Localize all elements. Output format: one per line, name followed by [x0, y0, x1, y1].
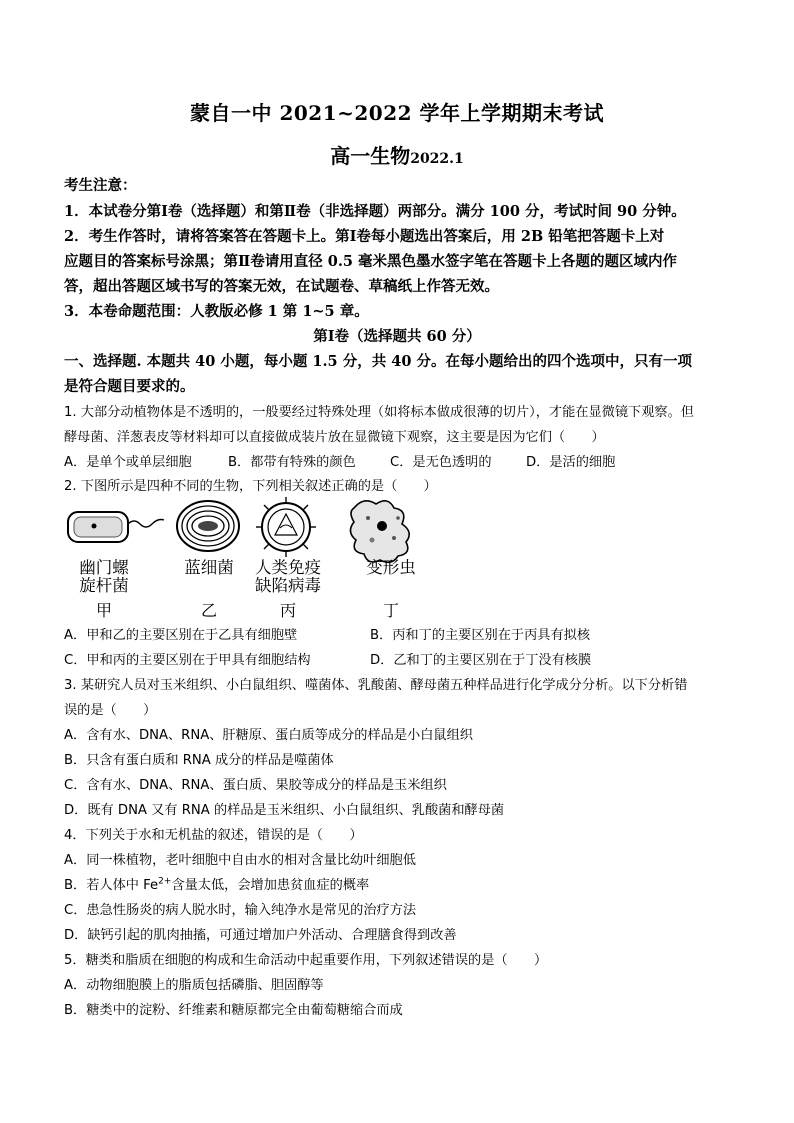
- q4-option-b: [64, 874, 369, 893]
- q1-stem-1: 1. 大部分动植物体是不透明的，一般要经过特殊处理（如将标本做成很薄的切片），才能在显微镜下观察。但: [64, 405, 694, 420]
- organism-ding-name-1: 变形虫: [366, 558, 416, 577]
- q2-stem: 2. 下图所示是四种不同的生物，下列相关叙述正确的是（ ）: [64, 479, 437, 494]
- q3-option-b: B．只含有蛋白质和 RNA 成分的样品是噬菌体: [64, 753, 334, 768]
- cyanobacterium-drawing: [177, 501, 239, 551]
- q3-option-c: C．含有水、DNA、RNA、蛋白质、果胶等成分的样品是玉米组织: [64, 778, 447, 793]
- q4-option-a: A．同一株植物，老叶细胞中自由水的相对含量比幼叶细胞低: [64, 853, 416, 868]
- notice-line-4: 答，超出答题区域书写的答案无效，在试题卷、草稿纸上作答无效。: [64, 278, 499, 295]
- amoeba-drawing: [350, 501, 409, 562]
- q3-stem-1: 3. 某研究人员对玉米组织、小白鼠组织、噬菌体、乳酸菌、酵母菌五种样品进行化学成分分析。以下分析错: [64, 678, 688, 693]
- part1-heading: 第Ⅰ卷（选择题共 60 分）: [313, 328, 481, 345]
- q1-option-a: A．是单个或单层细胞: [64, 455, 192, 470]
- q4-option-d: D．缺钙引起的肌肉抽搐，可通过增加户外活动、合理膳食得到改善: [64, 928, 457, 943]
- organism-ding-name: [356, 559, 426, 577]
- organism-ding-tag: 丁: [382, 601, 399, 620]
- q3-option-a: A．含有水、DNA、RNA、肝糖原、蛋白质等成分的样品是小白鼠组织: [64, 728, 473, 743]
- organism-jia-name-2: 旋杆菌: [79, 576, 129, 595]
- organism-bing-tag: 丙: [279, 601, 296, 620]
- notice-line-3: 应题目的答案标号涂黑；第Ⅱ卷请用直径 0.5 毫米黑色墨水签字笔在答题卡上各题的题区域内作: [64, 253, 678, 270]
- q2-option-b: B．丙和丁的主要区别在于丙具有拟核: [370, 628, 591, 643]
- q3-stem-2: 误的是（ ）: [64, 703, 157, 718]
- exam-date: 2022.1: [410, 151, 464, 167]
- q4-option-b-tail: 含量太低，会增加患贫血症的概率: [171, 878, 370, 893]
- q4-stem: 4．下列关于水和无机盐的叙述，错误的是（ ）: [64, 828, 363, 843]
- q5-option-a: A．动物细胞膜上的脂质包括磷脂、胆固醇等: [64, 978, 324, 993]
- organism-yi-name-1: 蓝细菌: [184, 558, 234, 577]
- q3-option-d: D．既有 DNA 又有 RNA 的样品是玉米组织、小白鼠组织、乳酸菌和酵母菌: [64, 803, 505, 818]
- organism-jia-name: [72, 559, 136, 595]
- part1-instruction-2: 是符合题目要求的。: [64, 378, 195, 395]
- q2-option-d: D．乙和丁的主要区别在于丁没有核膜: [370, 653, 592, 668]
- exam-subtitle: [0, 140, 794, 169]
- q4-option-c: C．患急性肠炎的病人脱水时，输入纯净水是常见的治疗方法: [64, 903, 417, 918]
- subject-name: 高一生物: [330, 144, 411, 168]
- q4-option-b-superscript: 2+: [158, 876, 172, 887]
- exam-title: 蒙自一中 2021~2022 学年上学期期末考试: [189, 101, 604, 125]
- notice-line-1: 1．本试卷分第Ⅰ卷（选择题）和第Ⅱ卷（非选择题）两部分。满分 100 分，考试时间 90 分钟。: [64, 203, 686, 220]
- organism-jia-tag: 甲: [95, 601, 112, 620]
- notice-line-5: 3．本卷命题范围：人教版必修 1 第 1~5 章。: [64, 303, 369, 320]
- notice-heading: 考生注意：: [64, 177, 137, 194]
- organisms-figure: [64, 494, 444, 620]
- q4-option-b-text: B．若人体中 Fe: [64, 878, 159, 893]
- notice-line-2: 2．考生作答时，请将答案答在答题卡上。第Ⅰ卷每小题选出答案后，用 2B 铅笔把答题卡上对: [64, 228, 665, 245]
- q1-option-d: D．是活的细胞: [526, 455, 616, 470]
- organism-bing-name-2: 缺陷病毒: [255, 576, 321, 595]
- q5-stem: 5．糖类和脂质在细胞的构成和生命活动中起重要作用，下列叙述错误的是（ ）: [64, 953, 548, 968]
- helicobacter-drawing: [68, 512, 164, 542]
- part1-instruction-1: 一、选择题. 本题共 40 小题，每小题 1.5 分，共 40 分。在每小题给出的四个选项中，只有一项: [64, 353, 692, 370]
- q2-option-c: C．甲和丙的主要区别在于甲具有细胞结构: [64, 653, 311, 668]
- organism-yi-tag: 乙: [200, 601, 217, 620]
- organism-bing-name: [250, 559, 326, 595]
- organism-jia-name-1: 幽门螺: [79, 558, 129, 577]
- hiv-drawing: [256, 497, 316, 557]
- organism-yi-name: [174, 559, 244, 577]
- q5-option-b: B．糖类中的淀粉、纤维素和糖原都完全由葡萄糖缩合而成: [64, 1003, 403, 1018]
- q2-option-a: A．甲和乙的主要区别在于乙具有细胞壁: [64, 628, 298, 643]
- organism-bing-name-1: 人类免疫: [255, 558, 321, 577]
- q1-option-c: C．是无色透明的: [390, 455, 492, 470]
- q1-option-b: B．都带有特殊的颜色: [228, 455, 356, 470]
- q1-stem-2: 酵母菌、洋葱表皮等材料却可以直接做成装片放在显微镜下观察，这主要是因为它们（ ）: [64, 430, 605, 445]
